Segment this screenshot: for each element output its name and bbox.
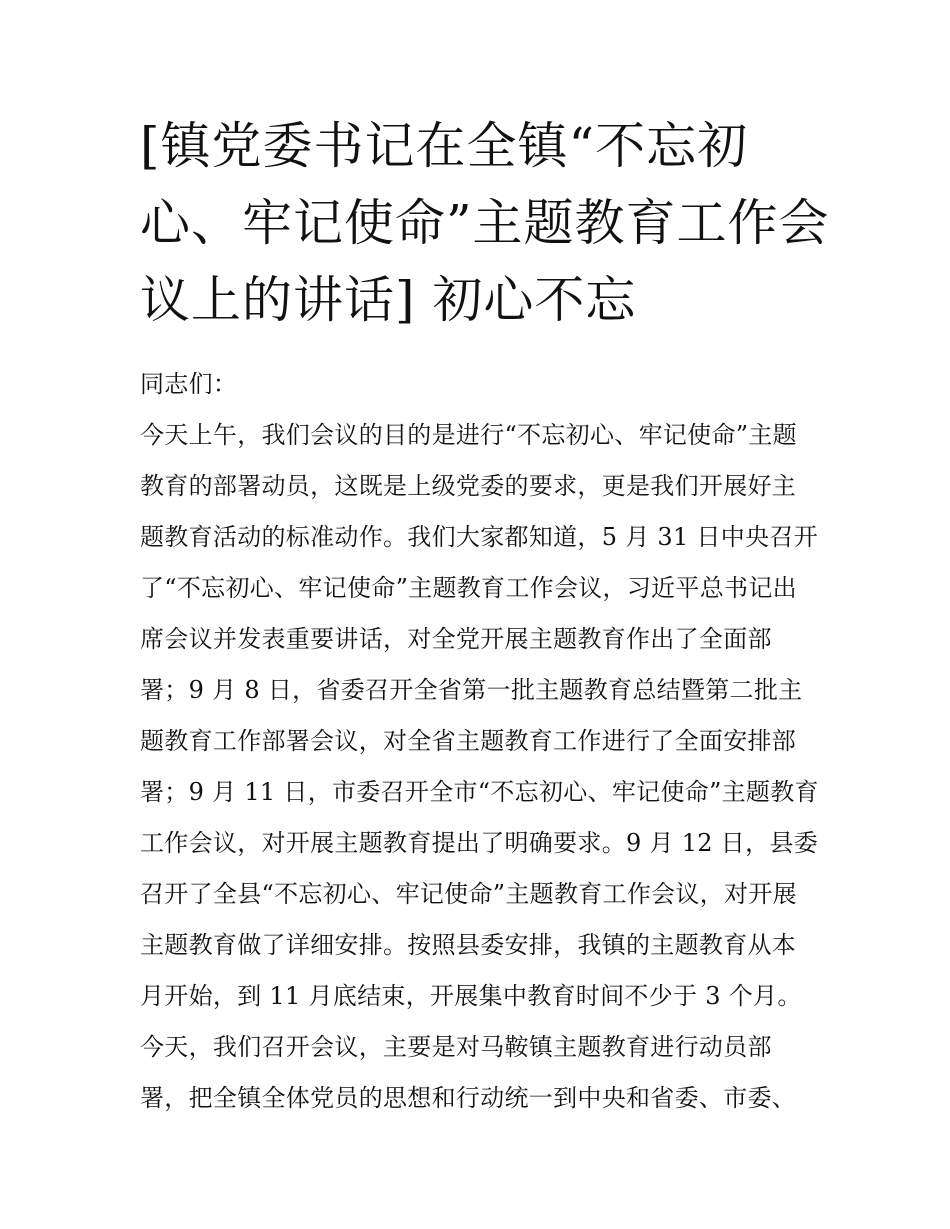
- title-line-2: 心、牢记使命”主题教育工作会: [140, 194, 830, 252]
- body-line: 教育的部署动员，这既是上级党委的要求，更是我们开展好主: [140, 472, 797, 500]
- document-content: [140, 108, 830, 1124]
- body-line: 今天，我们召开会议，主要是对马鞍镇主题教育进行动员部: [140, 1033, 772, 1061]
- body-line: 召开了全县“不忘初心、牢记使命”主题教育工作会议，对开展: [140, 880, 797, 908]
- body-line: 署，把全镇全体党员的思想和行动统一到中央和省委、市委、: [140, 1084, 797, 1112]
- body-line: 今天上午，我们会议的目的是进行“不忘初心、牢记使命”主题: [140, 421, 797, 449]
- body-line: 席会议并发表重要讲话，对全党开展主题教育作出了全面部: [140, 625, 772, 653]
- body-line: 了“不忘初心、牢记使命”主题教育工作会议，习近平总书记出: [140, 574, 797, 602]
- body-line: 署；9 月 11 日，市委召开全市“不忘初心、牢记使命”主题教育: [140, 778, 819, 806]
- body-line: 题教育活动的标准动作。我们大家都知道，5 月 31 日中央召开: [140, 523, 818, 551]
- body-line: 署；9 月 8 日，省委召开全省第一批主题教育总结暨第二批主: [140, 676, 803, 704]
- salutation: 同志们：: [140, 370, 238, 398]
- body-line: 工作会议，对开展主题教育提出了明确要求。9 月 12 日，县委: [140, 829, 818, 857]
- title-line-1: [镇党委书记在全镇“不忘初: [140, 117, 749, 175]
- title-line-3: 议上的讲话] 初心不忘: [140, 271, 637, 329]
- body-line: 题教育工作部署会议，对全省主题教育工作进行了全面安排部: [140, 727, 797, 755]
- body-line: 月开始，到 11 月底结束，开展集中教育时间不少于 3 个月。: [140, 982, 802, 1010]
- body-line: 主题教育做了详细安排。按照县委安排，我镇的主题教育从本: [140, 931, 797, 959]
